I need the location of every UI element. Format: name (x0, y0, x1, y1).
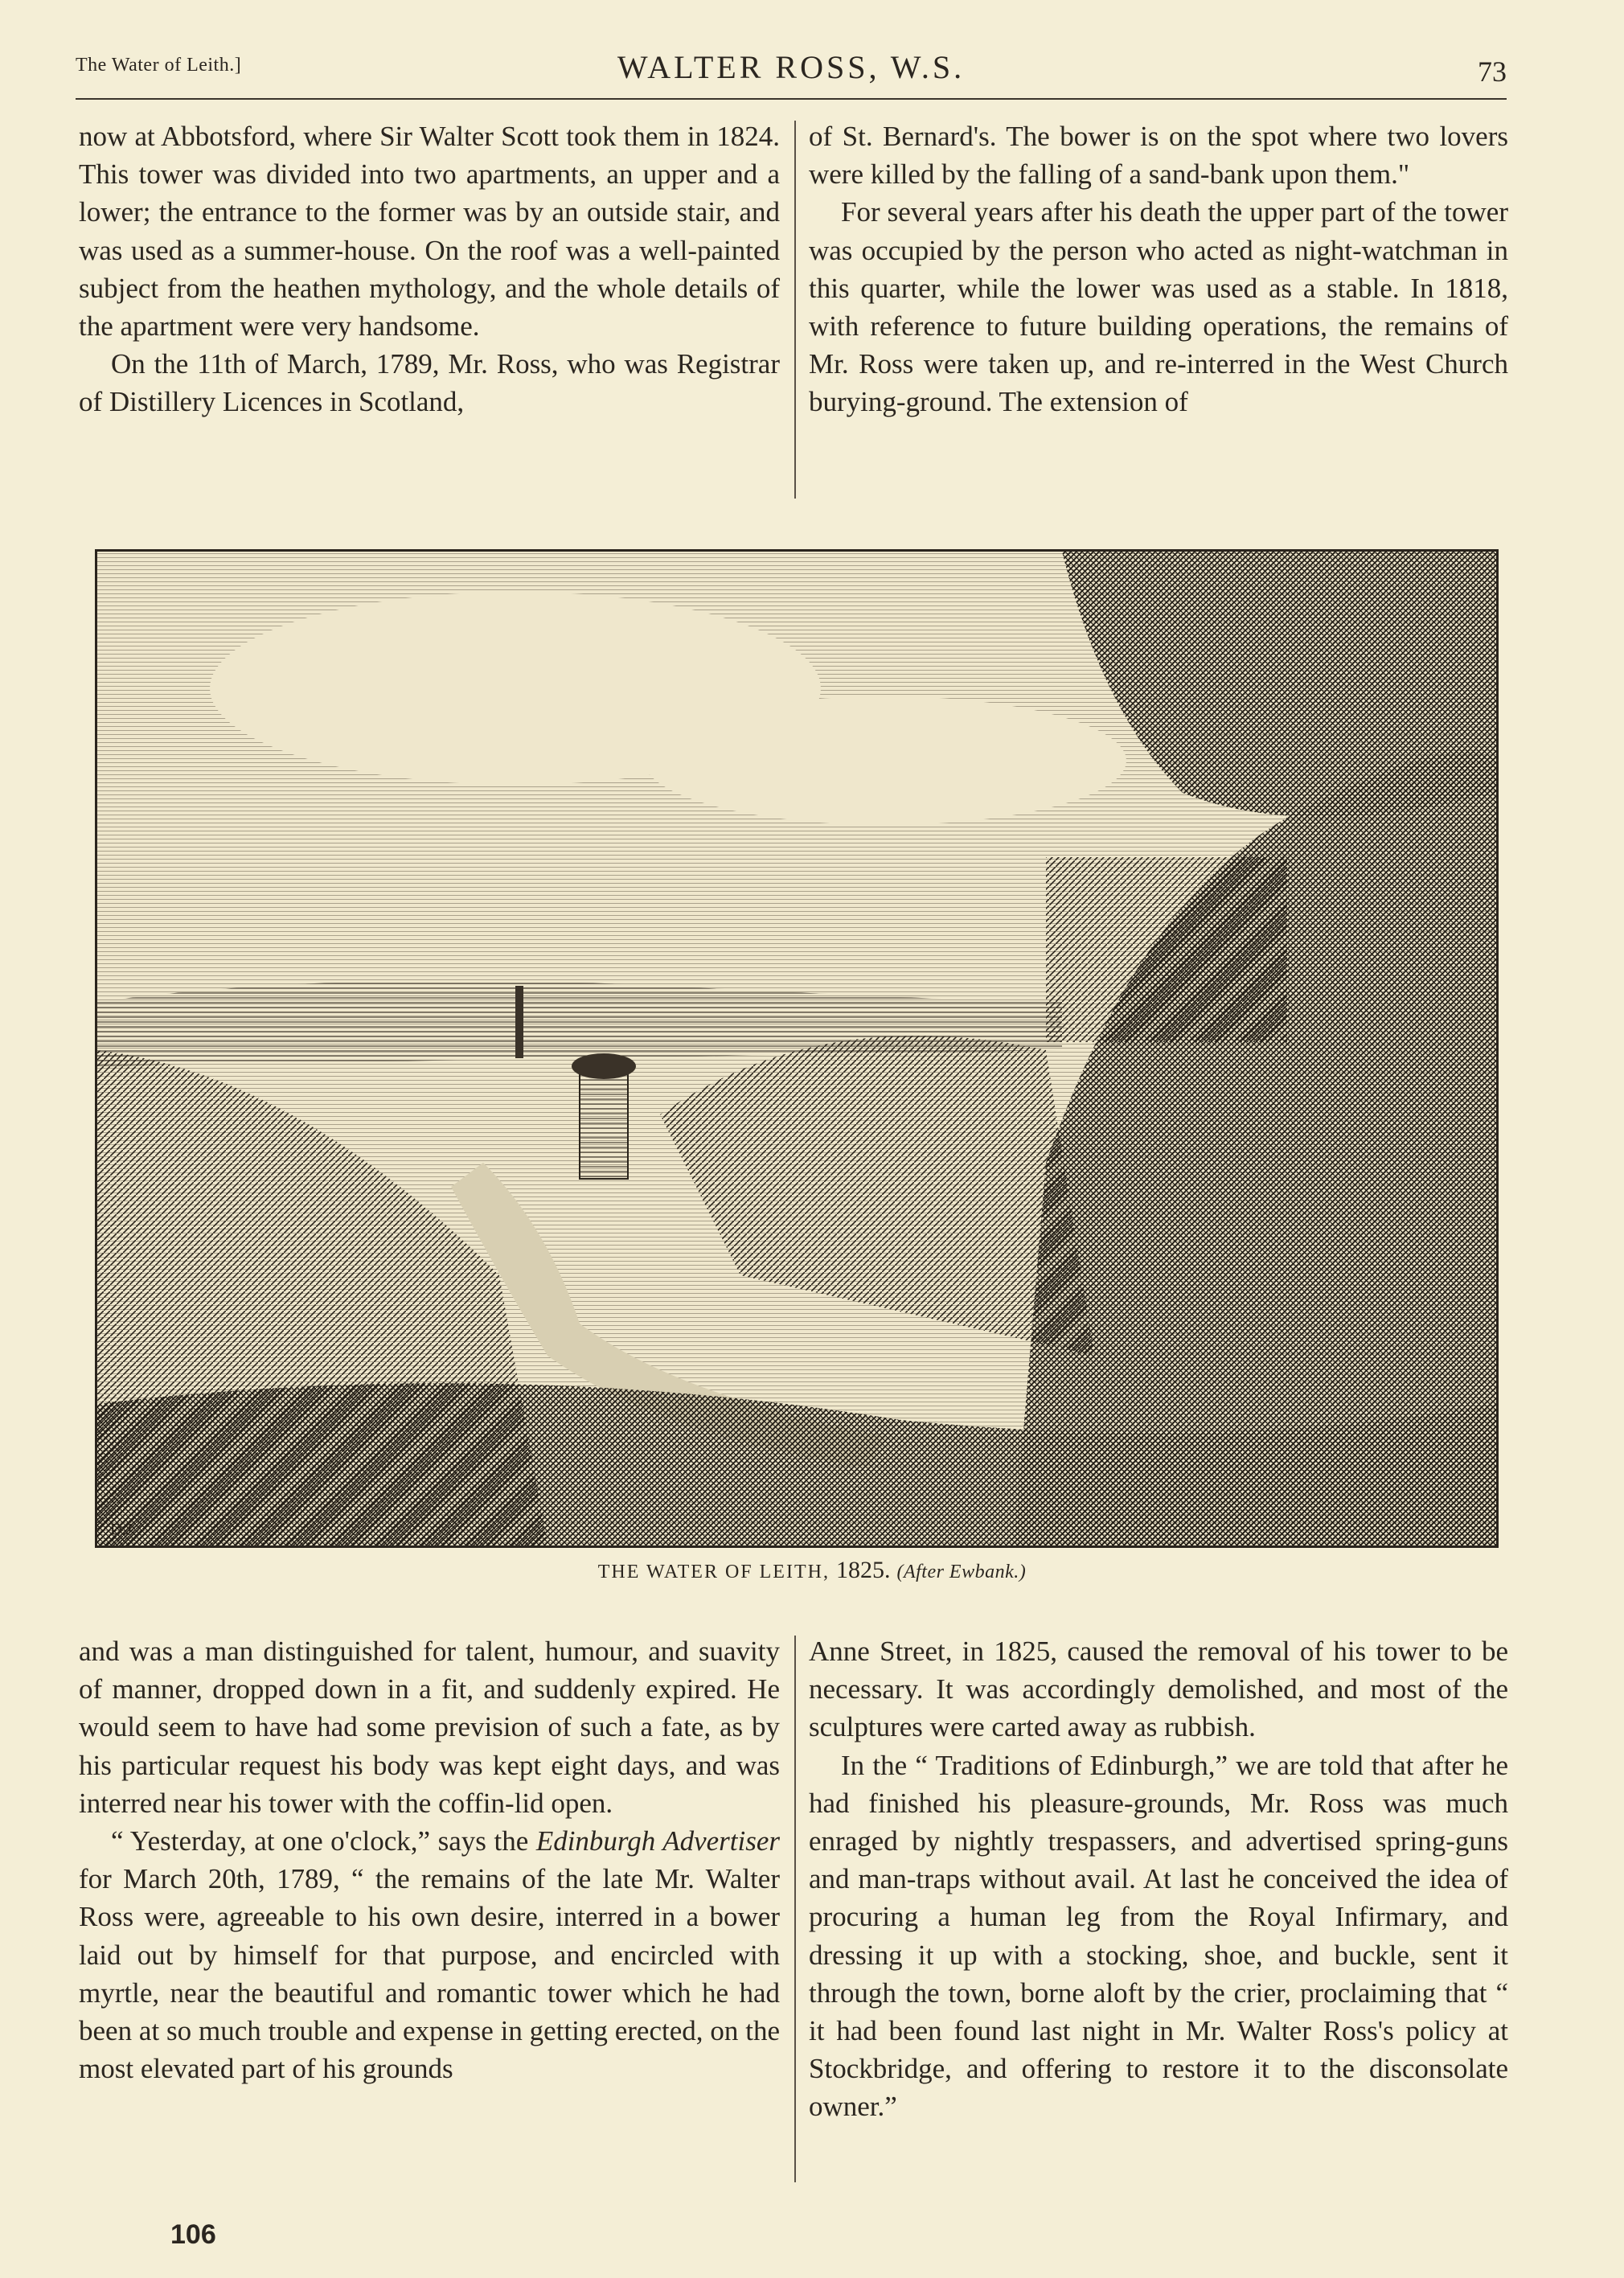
column-divider (794, 1636, 796, 2182)
header-rule (76, 98, 1507, 100)
paragraph-quote (79, 1822, 780, 2087)
column-divider (794, 121, 796, 499)
caption-source: (After Ewbank.) (896, 1562, 1027, 1582)
column-top-right (809, 117, 1508, 421)
page-number: 73 (1478, 55, 1507, 88)
engraving-illustration (95, 549, 1499, 1548)
column-top-left (79, 117, 780, 421)
column-bottom-right (809, 1632, 1508, 2126)
figure-caption (0, 1557, 1624, 1584)
folio-number: 106 (170, 2219, 216, 2250)
paragraph: For several years after his death the upper part of the tower was occupied by the person who acted as night-watchman in this quarter, while the lower was used as a stable. In 1818, with reference to future building operations, the remains of Mr. Ross were taken up, and re-interred in the West Church burying-ground. The extension of (809, 196, 1508, 418)
quote-text: “ Yesterday, at one o'clock,” says the (111, 1825, 536, 1857)
chapter-title: WALTER ROSS, W.S. (617, 49, 966, 85)
paragraph: now at Abbotsford, where Sir Walter Scott took them in 1824. This tower was divided into two apartments, an upper and a lower; the entrance to the former was by an outside stair, and was used as a summer-house. On the roof was a well-painted subject from the heathen mythology, and the whole details of the apartment were very handsome. (79, 121, 780, 343)
paragraph: and was a man distinguished for talent, humour, and suavity of manner, dropped down in a fit, and suddenly expired. He would seem to have had some prevision of such a fate, as by his particular request his body was kept eight days, and was interred near his tower with the coffin-lid open. (79, 1636, 780, 1819)
engraver-mark: D.J. (110, 1521, 137, 1538)
paragraph: On the 11th of March, 1789, Mr. Ross, who was Registrar of Distillery Licences in Scotland, (79, 348, 780, 418)
engraving-image (97, 552, 1496, 1545)
column-bottom-left (79, 1632, 780, 2087)
caption-year: 1825. (835, 1557, 891, 1583)
newspaper-title: Edinburgh Advertiser (535, 1825, 780, 1857)
running-header (76, 48, 1507, 96)
caption-title: THE WATER OF LEITH, (597, 1562, 830, 1582)
paragraph: Anne Street, in 1825, caused the removal of his tower to be necessary. It was accordingly demolished, and most of the sculptures were carted away as rubbish. (809, 1636, 1508, 1743)
paragraph: of St. Bernard's. The bower is on the spot where two lovers were killed by the falling of a sand-bank upon them." (809, 121, 1508, 191)
quote-text: for March 20th, 1789, “ the remains of the late Mr. Walter Ross were, agreeable to his own desire, interred in a bower laid out by himself for that purpose, and encircled with myrtle, near the beautiful and romantic tower which he had been at so much trouble and expense in getting erected, on the most elevated part of his grounds (79, 1863, 780, 2085)
paragraph: In the “ Traditions of Edinburgh,” we are told that after he had finished his pleasure-grounds, Mr. Ross was much enraged by nightly trespassers, and advertised spring-guns and man-traps without avail. At last he conceived the idea of procuring a human leg from the Royal Infirmary, and dressing it up with a stocking, shoe, and buckle, sent it through the town, borne aloft by the crier, proclaiming that “ it had been found last night in Mr. Walter Ross's policy at Stockbridge, and offering to restore it to the disconsolate owner.” (809, 1749, 1508, 2123)
section-title: The Water of Leith.] (76, 55, 242, 76)
